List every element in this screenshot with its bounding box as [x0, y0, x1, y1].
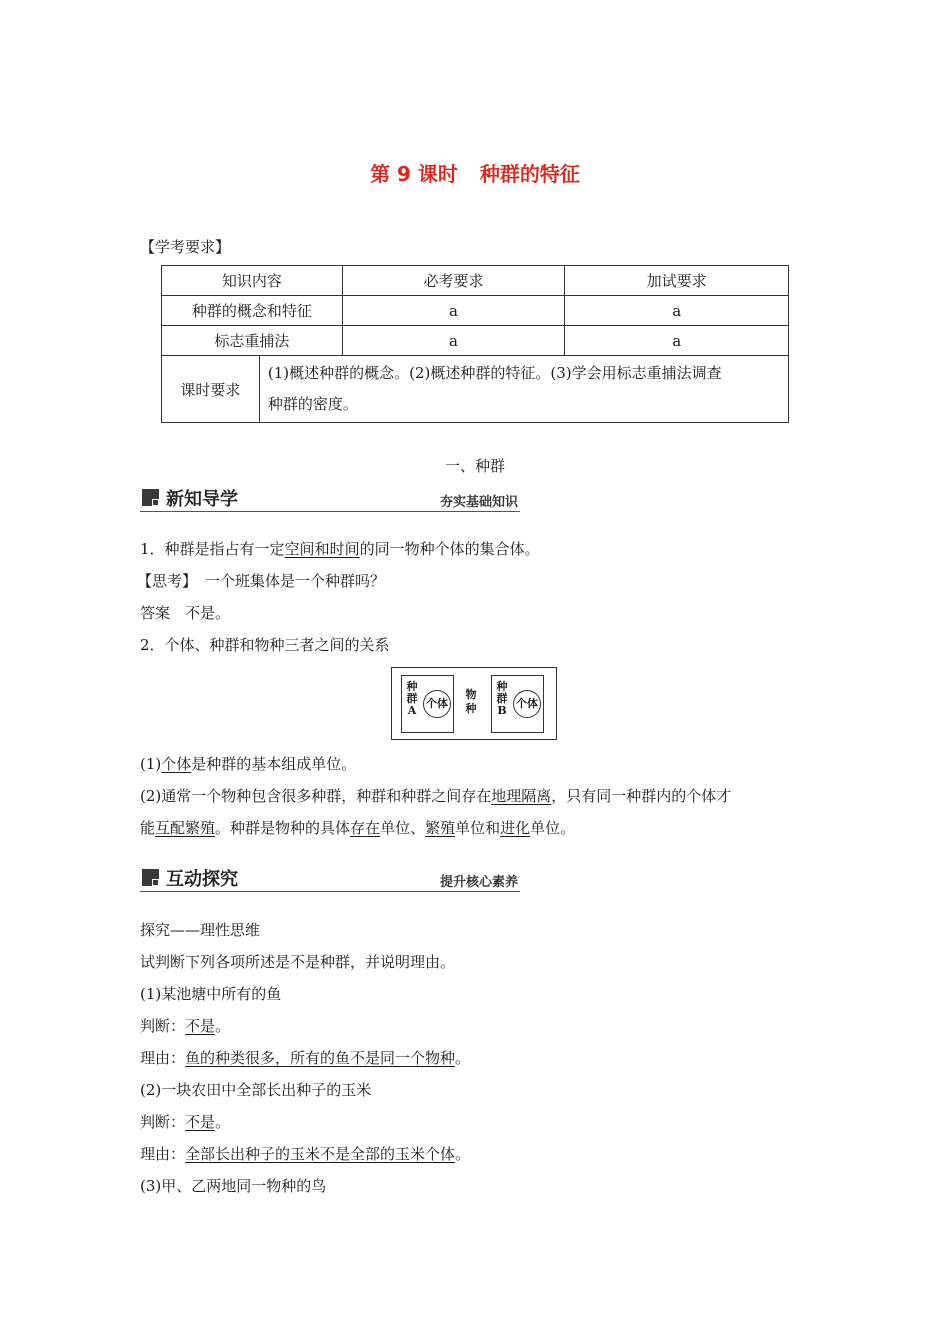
table-row [162, 326, 789, 356]
table-cell: 种群的概念和特征 [162, 296, 343, 326]
text: 单位。 [530, 819, 576, 837]
answer-blank: 地理隔离 [491, 787, 552, 805]
answer-line [140, 602, 230, 623]
text: 能 [140, 819, 156, 837]
answer-blank: 存在 [350, 819, 381, 837]
paragraph-individual [140, 753, 356, 774]
banner-square-icon [142, 869, 159, 886]
population-a-label: 种群A [406, 680, 418, 717]
table-row [162, 296, 789, 326]
think-label: 【思考】 [137, 572, 198, 590]
section-banner-interactive [140, 867, 520, 892]
answer-text: 不是。 [185, 604, 231, 622]
table-row [162, 356, 789, 423]
answer-blank: 时间 [329, 540, 360, 558]
banner-title: 新知导学 [166, 489, 238, 510]
banner-subtitle: 提升核心素养 [439, 875, 518, 890]
text: 。 [455, 1145, 471, 1163]
question-item: (1)某池塘中所有的鱼 [140, 985, 282, 1003]
answer-label: 答案 [140, 604, 171, 622]
relation-diagram [391, 667, 557, 740]
population-a-box [401, 675, 454, 733]
text: 是种群的基本组成单位。 [191, 755, 357, 773]
title-topic: 种群的特征 [479, 162, 580, 186]
judge-line [140, 1015, 230, 1036]
answer-blank: 进化 [500, 819, 531, 837]
individual-circle: 个体 [513, 690, 541, 718]
population-b-box [491, 675, 544, 733]
table-cell: a [342, 296, 565, 326]
think-text: 一个班集体是一个种群吗？ [205, 572, 386, 590]
explore-title: 探究——理性思维 [140, 921, 261, 939]
table-header-cell: 加试要求 [565, 266, 789, 296]
answer-blank: 和 [314, 540, 330, 558]
table-header-cell: 必考要求 [342, 266, 565, 296]
class-req-label: 课时要求 [162, 356, 260, 423]
question-item: (2)一块农田中全部长出种子的玉米 [140, 1081, 372, 1099]
banner-square-icon [142, 489, 159, 506]
population-b-label: 种群B [496, 680, 508, 717]
text: 1．种群是指占有一定 [140, 540, 285, 558]
section-banner-new-knowledge [140, 487, 520, 512]
table-header-row [162, 266, 789, 296]
table-header-cell: 知识内容 [162, 266, 343, 296]
banner-title: 互动探究 [166, 869, 238, 890]
judge-line [140, 1111, 230, 1132]
answer-blank: 不是 [185, 1113, 216, 1131]
section-title: 一、种群 [444, 457, 505, 475]
paragraph-species-2 [140, 817, 575, 838]
text: 单位、 [380, 819, 426, 837]
class-req-line: 种群的密度。 [267, 395, 358, 413]
text: 单位和 [455, 819, 501, 837]
reason-label: 理由： [140, 1145, 186, 1163]
text: (2)通常一个物种包含很多种群，种群和种群之间存在 [140, 787, 492, 805]
answer-blank: 全部长出种子的玉米不是全部的玉米个体 [185, 1145, 456, 1163]
answer-blank: 空间 [284, 540, 315, 558]
answer-blank: 不是 [185, 1017, 216, 1035]
text: 。 [215, 1017, 231, 1035]
question-item: (3)甲、乙两地同一物种的鸟 [140, 1177, 327, 1195]
explore-intro: 试判断下列各项所述是不是种群，并说明理由。 [140, 953, 456, 971]
reason-line [140, 1047, 470, 1068]
text: (1) [140, 755, 162, 773]
think-question [137, 570, 385, 591]
reason-line [140, 1143, 470, 1164]
page-title [0, 158, 950, 187]
species-label: 物种 [465, 688, 477, 715]
paragraph-relation: 2．个体、种群和物种三者之间的关系 [140, 636, 390, 654]
judge-label: 判断： [140, 1017, 186, 1035]
answer-blank: 个体 [161, 755, 192, 773]
text: 。种群是物种的具体 [215, 819, 351, 837]
paragraph-definition [140, 538, 540, 559]
banner-subtitle: 夯实基础知识 [439, 495, 518, 510]
judge-label: 判断： [140, 1113, 186, 1131]
table-cell: 标志重捕法 [162, 326, 343, 356]
text: ，只有同一种群内的个体才 [551, 787, 732, 805]
table-cell: a [565, 296, 789, 326]
class-req-line: (1)概述种群的概念。(2)概述种群的特征。(3)学会用标志重捕法调查 [267, 364, 722, 382]
text: 。 [215, 1113, 231, 1131]
table-cell: a [342, 326, 565, 356]
requirements-table [161, 265, 789, 423]
title-lesson: 第 9 课时 [370, 162, 458, 186]
individual-circle: 个体 [423, 690, 451, 718]
text: 。 [455, 1049, 471, 1067]
answer-blank: 互配繁殖 [155, 819, 216, 837]
reason-label: 理由： [140, 1049, 186, 1067]
answer-blank: 繁殖 [425, 819, 456, 837]
requirements-label: 【学考要求】 [140, 238, 231, 256]
class-req-text [259, 356, 788, 423]
text: 的同一物种个体的集合体。 [359, 540, 540, 558]
paragraph-species-1 [140, 785, 731, 806]
table-cell: a [565, 326, 789, 356]
answer-blank: 鱼的种类很多，所有的鱼不是同一个物种 [185, 1049, 456, 1067]
